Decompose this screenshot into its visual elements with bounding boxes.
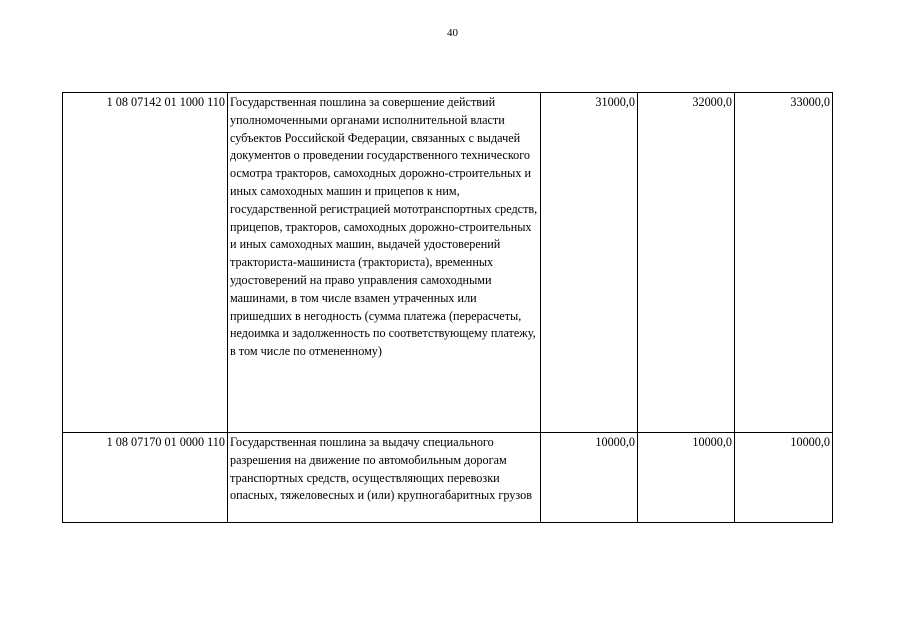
value-year-2-cell: 10000,0: [638, 433, 735, 523]
value-year-3-cell: 33000,0: [735, 93, 833, 433]
value-year-3-cell: 10000,0: [735, 433, 833, 523]
value-year-2-cell: 32000,0: [638, 93, 735, 433]
value-year-1-cell: 10000,0: [541, 433, 638, 523]
revenue-name-cell: Государственная пошлина за совершение действий уполномоченными органами исполнительной власти субъектов Российской Федерации, связанных с выдачей документов о проведении государственного технического осмотра тракторов, самоходных дорожно-строительных и иных самоходных машин и прицепов к ним, государственной регистрацией мототранспортных средств, прицепов, тракторов, самоходных дорожно-строительных и иных самоходных машин, выдачей удостоверений тракториста-машиниста (тракториста), временных удостоверений на право управления самоходными машинами, в том числе взамен утраченных или пришедших в негодность (сумма платежа (перерасчеты, недоимка и задолженность по соответствующему платежу, в том числе по отмененному): [228, 93, 541, 433]
revenue-name-cell: Государственная пошлина за выдачу специального разрешения на движение по автомобильным дорогам транспортных средств, осуществляющих перевозки опасных, тяжеловесных и (или) крупногабаритных грузов: [228, 433, 541, 523]
revenue-table: [62, 92, 833, 523]
table-row: [63, 93, 833, 433]
page-number: 40: [447, 27, 458, 39]
budget-code-cell: 1 08 07170 01 0000 110: [63, 433, 228, 523]
value-year-1-cell: 31000,0: [541, 93, 638, 433]
budget-code-cell: 1 08 07142 01 1000 110: [63, 93, 228, 433]
table-row: [63, 433, 833, 523]
